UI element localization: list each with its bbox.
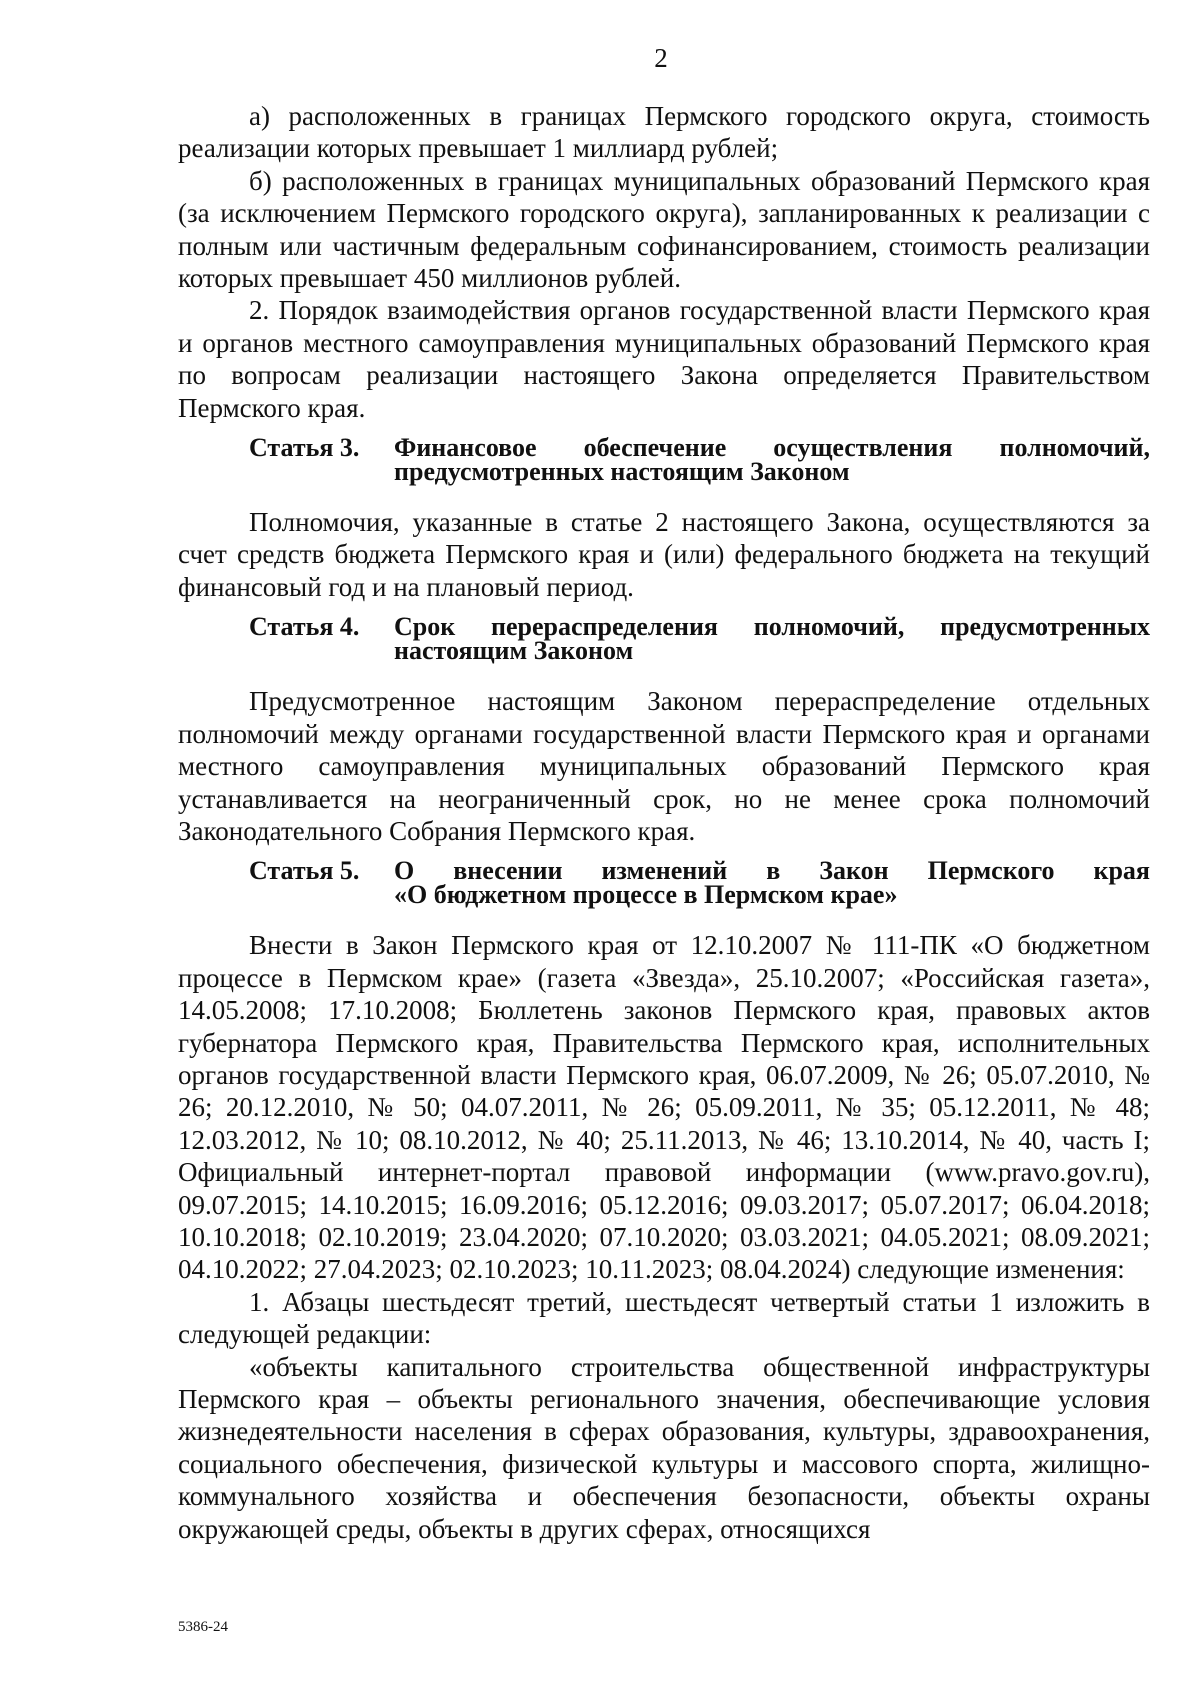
article-5-number: Статья 5. [249,856,360,886]
article-4-title [394,612,1150,666]
paragraph-clause-2: 2. Порядок взаимодействия органов государственной власти Пермского края и органов местного самоуправления муниципальных образований Пермского края по вопросам реализации настоящего Закона определяется Правительством Пермского края. [178,295,1150,423]
article-5-title-line2: «О бюджетном процессе в Пермском крае» [394,880,898,910]
article-4-number: Статья 4. [249,612,360,642]
article-4-text: Предусмотренное настоящим Законом перераспределение отдельных полномочий между органами государственной власти Пермского края и органами местного самоуправления муниципальных образований Пермского края устанавливается на неограниченный срок, но не менее срока полномочий Законодательного Собрания Пермского края. [178,686,1150,846]
article-4-heading [178,612,1150,666]
article-3-number: Статья 3. [249,433,360,463]
article-3-text: Полномочия, указанные в статье 2 настоящего Закона, осуществляются за счет средств бюджета Пермского края и (или) федерального бюджета на текущий финансовый год и на плановый период. [178,507,1150,602]
paragraph-item-b: б) расположенных в границах муниципальных образований Пермского края (за исключением Пермского городского округа), запланированных к реализации с полным или частичным федеральным софинансированием, стоимость реализации которых превышает 450 миллионов рублей. [178,165,1150,294]
article-4-title-line1: Срок перераспределения полномочий, предусмотренных [394,612,1150,642]
article-5-title [394,856,1150,910]
article-5-text-2: 1. Абзацы шестьдесят третий, шестьдесят четвертый статьи 1 изложить в следующей редакции: [178,1286,1150,1350]
document-code: 5386-24 [178,1619,228,1635]
document-body [178,100,1150,1545]
article-5-heading [178,856,1150,910]
page-number: 2 [654,43,668,73]
article-3-title [394,433,1150,487]
article-3-title-line1: Финансовое обеспечение осуществления полномочий, [394,433,1150,463]
paragraph-item-a: а) расположенных в границах Пермского городского округа, стоимость реализации которых превышает 1 миллиард рублей; [178,101,1150,164]
article-3-heading [178,433,1150,487]
article-5-text-3: «объекты капитального строительства общественной инфраструктуры Пермского края – объекты регионального значения, обеспечивающие условия жизнедеятельности населения в сферах образования, культуры, здравоохранения, социального обеспечения, физической культуры и массового спорта, жилищно-коммунального хозяйства и обеспечения безопасности, объекты охраны окружающей среды, объекты в других сферах, относящихся [178,1351,1150,1544]
article-5-text-1: Внести в Закон Пермского края от 12.10.2007 № 111-ПК «О бюджетном процессе в Пермском крае» (газета «Звезда», 25.10.2007; «Российская газета», 14.05.2008; 17.10.2008; Бюллетень законов Пермского края, правовых актов губернатора Пермского края, Правительства Пермского края, исполнительных органов государственной власти Пермского края, 06.07.2009, № 26; 05.07.2010, № 26; 20.12.2010, № 50; 04.07.2011, № 26; 05.09.2011, № 35; 05.12.2011, № 48; 12.03.2012, № 10; 08.10.2012, № 40; 25.11.2013, № 46; 13.10.2014, № 40, часть I; Официальный интернет-портал правовой информации (www.pravo.gov.ru), 09.07.2015; 14.10.2015; 16.09.2016; 05.12.2016; 09.03.2017; 05.07.2017; 06.04.2018; 10.10.2018; 02.10.2019; 23.04.2020; 07.10.2020; 03.03.2021; 04.05.2021; 08.09.2021; 04.10.2022; 27.04.2023; 02.10.2023; 10.11.2023; 08.04.2024) следующие изменения: [178,930,1150,1285]
article-5-title-line1: О внесении изменений в Закон Пермского края [394,856,1150,886]
article-4-title-line2: настоящим Законом [394,636,634,666]
article-3-title-line2: предусмотренных настоящим Законом [394,457,850,487]
